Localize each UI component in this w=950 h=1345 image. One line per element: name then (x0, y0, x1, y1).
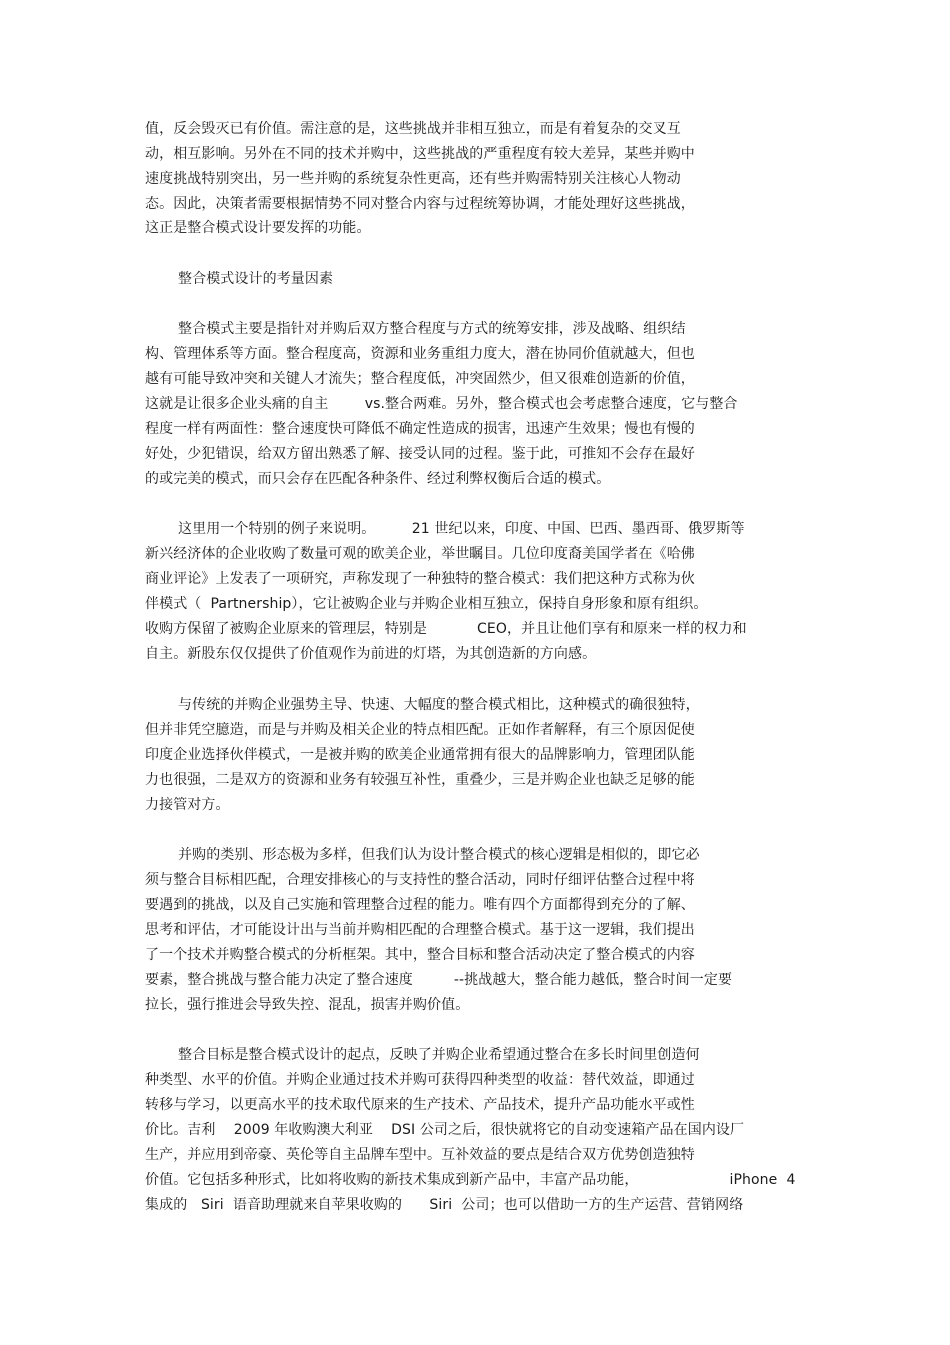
text-line: 新兴经济体的企业收购了数量可观的欧美企业，举世瞩目。几位印度裔美国学者在《哈佛 (145, 546, 695, 562)
text-line: 转移与学习，以更高水平的技术取代原来的生产技术、产品技术，提升产品功能水平或性 (145, 1097, 695, 1113)
text-line: 的或完美的模式，而只会存在匹配各种条件、经过利弊权衡后合适的模式。 (145, 471, 611, 487)
text-line: 了一个技术并购整合模式的分析框架。其中，整合目标和整合活动决定了整合模式的内容 (145, 947, 695, 963)
text-line: 并购的类别、形态极为多样，但我们认为设计整合模式的核心逻辑是相似的，即它必 (178, 847, 700, 863)
text-line: 值，反会毁灭已有价值。需注意的是，这些挑战并非相互独立，而是有着复杂的交叉互 (145, 121, 681, 137)
text-line: 与传统的并购企业强势主导、快速、大幅度的整合模式相比，这种模式的确很独特， (178, 697, 700, 713)
text-line: 动，相互影响。另外在不同的技术并购中，这些挑战的严重程度有较大差异，某些并购中 (145, 146, 695, 162)
text-line: 种类型、水平的价值。并购企业通过技术并购可获得四种类型的收益：替代效益，即通过 (145, 1072, 695, 1088)
text-line: 须与整合目标相匹配，合理安排核心的与支持性的整合活动，同时仔细评估整合过程中将 (145, 872, 695, 888)
text-line: 这就是让很多企业头痛的自主 vs.整合两难。另外，整合模式也会考虑整合速度，它与整合 (145, 396, 738, 412)
text-line: 速度挑战特别突出，另一些并购的系统复杂性更高，还有些并购需特别关注核心人物动 (145, 171, 681, 187)
text-line: 价值。它包括多种形式，比如将收购的新技术集成到新产品中，丰富产品功能， iPhone 4 (145, 1172, 796, 1188)
text-line: 力接管对方。 (145, 797, 230, 813)
text-line: 伴模式（ Partnership），它让被购企业与并购企业相互独立，保持自身形象和原有组织。 (145, 596, 708, 612)
text-line: 整合目标是整合模式设计的起点，反映了并购企业希望通过整合在多长时间里创造何 (178, 1047, 700, 1063)
text-line: 商业评论》上发表了一项研究，声称发现了一种独特的整合模式：我们把这种方式称为伙 (145, 571, 695, 587)
text-line: 印度企业选择伙伴模式，一是被并购的欧美企业通常拥有很大的品牌影响力，管理团队能 (145, 747, 695, 763)
text-line: 好处，少犯错误，给双方留出熟悉了解、接受认同的过程。鉴于此，可推知不会存在最好 (145, 446, 695, 462)
text-line: 价比。吉利 2009 年收购澳大利亚 DSI 公司之后，很快就将它的自动变速箱产品在国内设厂 (145, 1122, 745, 1138)
text-line: 这里用一个特别的例子来说明。 21 世纪以来，印度、中国、巴西、墨西哥、俄罗斯等 (178, 521, 745, 537)
text-line: 这正是整合模式设计要发挥的功能。 (145, 220, 371, 236)
text-line: 构、管理体系等方面。整合程度高，资源和业务重组力度大，潜在协同价值就越大，但也 (145, 346, 695, 362)
text-line: 收购方保留了被购企业原来的管理层，特别是 CEO，并且让他们享有和原来一样的权力和 (145, 621, 747, 637)
text-line: 集成的 Siri 语音助理就来自苹果收购的 Siri 公司；也可以借助一方的生产运营、营销网络 (145, 1197, 744, 1213)
text-line: 程度一样有两面性：整合速度快可降低不确定性造成的损害，迅速产生效果；慢也有慢的 (145, 421, 695, 437)
text-line: 要素，整合挑战与整合能力决定了整合速度 --挑战越大，整合能力越低，整合时间一定要 (145, 972, 733, 988)
text-line: 生产，并应用到帝豪、英伦等自主品牌车型中。互补效益的要点是结合双方优势创造独特 (145, 1147, 695, 1163)
text-line: 整合模式主要是指针对并购后双方整合程度与方式的统筹安排，涉及战略、组织结 (178, 321, 686, 337)
text-line: 但并非凭空臆造，而是与并购及相关企业的特点相匹配。正如作者解释，有三个原因促使 (145, 722, 695, 738)
text-line: 拉长，强行推进会导致失控、混乱，损害并购价值。 (145, 997, 470, 1013)
text-line: 要遇到的挑战，以及自己实施和管理整合过程的能力。唯有四个方面都得到充分的了解、 (145, 897, 695, 913)
section-heading: 整合模式设计的考量因素 (178, 271, 334, 287)
text-line: 力也很强，二是双方的资源和业务有较强互补性，重叠少，三是并购企业也缺乏足够的能 (145, 772, 695, 788)
text-line: 自主。新股东仅仅提供了价值观作为前进的灯塔，为其创造新的方向感。 (145, 646, 597, 662)
text-line: 态。因此，决策者需要根据情势不同对整合内容与过程统筹协调，才能处理好这些挑战， (145, 196, 695, 212)
text-line: 越有可能导致冲突和关键人才流失；整合程度低，冲突固然少，但又很难创造新的价值， (145, 371, 695, 387)
text-line: 思考和评估，才可能设计出与当前并购相匹配的合理整合模式。基于这一逻辑，我们提出 (145, 922, 695, 938)
